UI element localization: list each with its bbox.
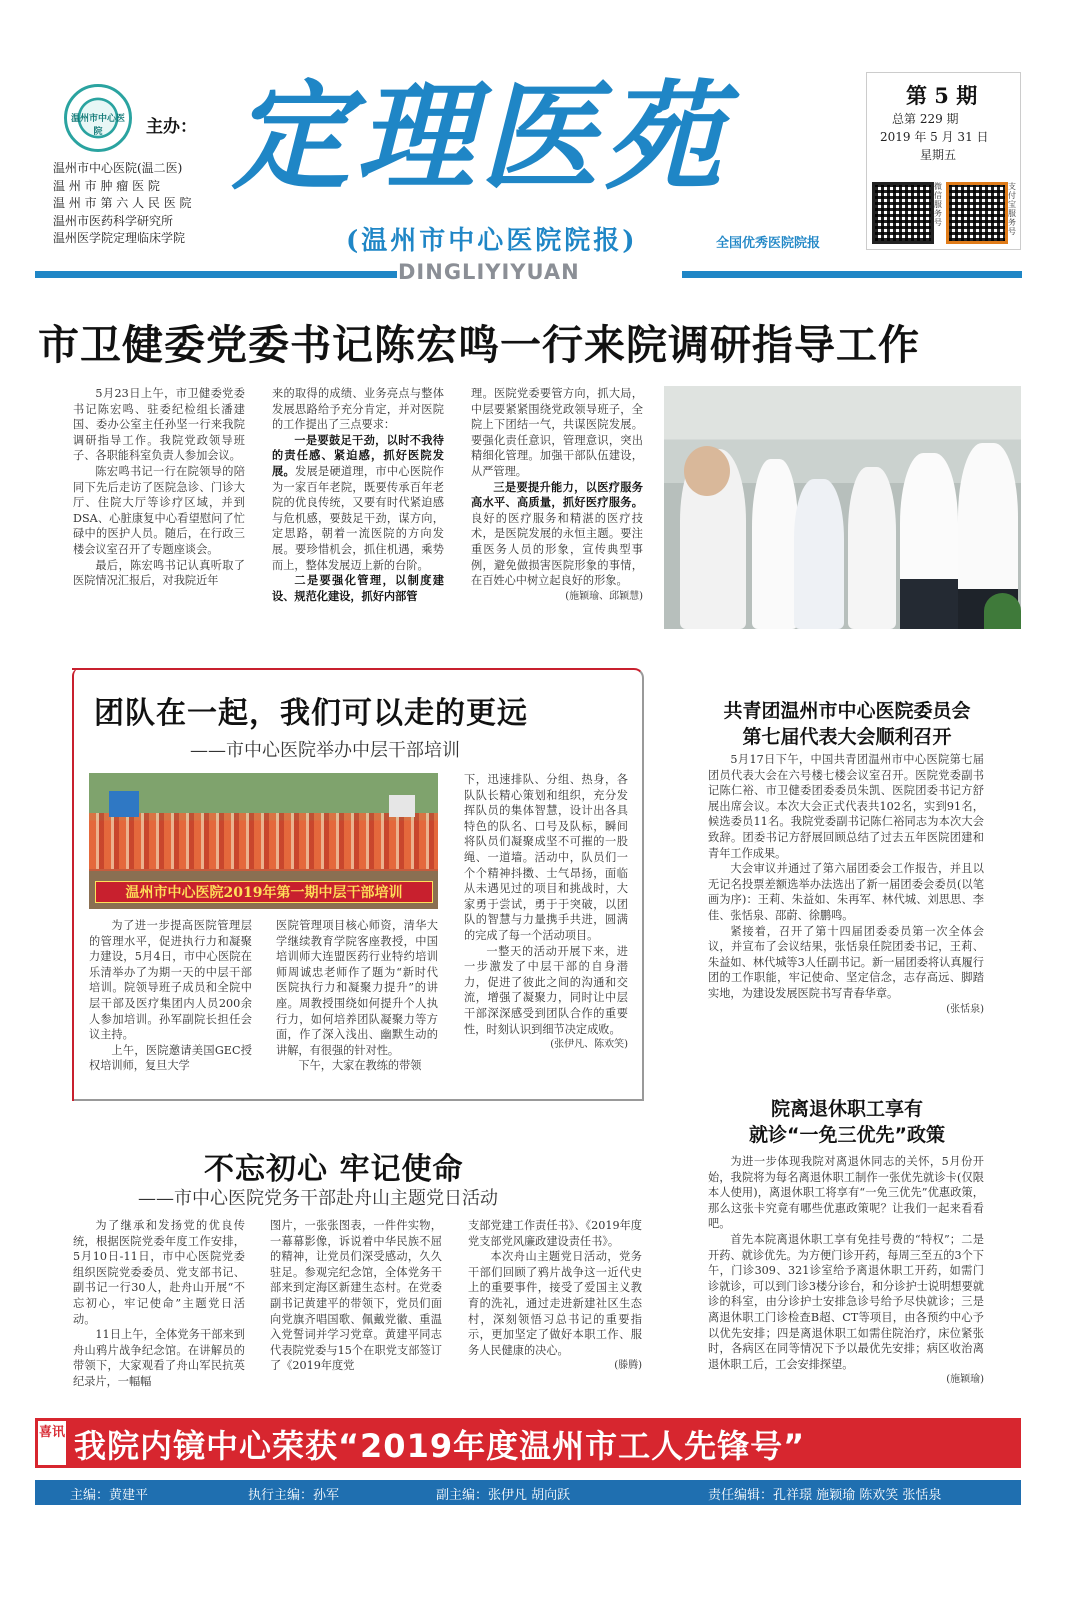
retiree-body: 为进一步体现我院对离退休同志的关怀，5月份开始，我院将为每名离退休职工制作一张优先就诊卡(仅限本人使用)，离退休职工将享有“一免三优先”优惠政策，那么这张卡究竟有哪些优惠政策呢？让我们一起来看看吧。 首先本院离退休职工享有免挂号费的“特权”；二是开药、就诊优先。为方便门诊开药，每周三至五的3个下午，门诊309、321诊室给予离退休职工开药，如需门诊就诊，可以到门诊3楼分诊台，和分诊护士说明想要就诊的科室，由分诊护士安排急诊号给予尽快就诊；三是离退休职工门诊检查B超、CT等项目，由各预约中心予以优先安排；四是离退休职工如需住院治疗，床位紧张时，各病区在同等情况下予以最优先安排；病区收治离退休职工后，工会安排探望。 (施颖瑜) — [708, 1154, 984, 1388]
retiree-title-line1: 院离退休职工享有 — [770, 1098, 923, 1120]
youth-title-line2: 第七届代表大会顺利召开 — [742, 726, 952, 748]
qr-code-icon — [872, 182, 934, 244]
party-column-1: 为了继承和发扬党的优良传统，根据医院党委年度工作安排，5月10日-11日，市中心医院党委组织医院党委委员、党支部书记、副书记一行30人，赴舟山开展“不忘初心，牢记使命”主题党日活动。 11日上午，全体党务干部来到舟山鸦片战争纪念馆。在讲解员的带领下，大家观看了舟山军民抗英纪录片，一幅幅 — [73, 1219, 245, 1388]
lead-column-3: 理。医院党委要管方向，抓大局，中层要紧紧围绕党政领导班子，全院上下团结一气，共谋医院发展。要强化责任意识，管理意识，突出精细化管理。加强干部队伍建设，从严管理。 三是要提升能力，以医疗服务高水平、高质量，抓好医疗服务。良好的医疗服务和精湛的医疗技术，是医院发展的永恒主题。要注重医务人员的形象，宣传典型事例，避免做损害医院形象的事情，在百姓心中树立起良好的形象。 (施颖瑜、邱颖慧) — [471, 386, 643, 604]
footer-chief-editor: 主编：黄建平 — [70, 1488, 149, 1503]
team-column-2: 医院管理项目核心师资，清华大学继续教育学院客座教授，中国培训师大连盟医药行业特约培训师周诚忠老师作了题为“新时代医院执行力和凝聚力提升”的讲座。周教授围绕如何提升个人执行力，如何培养团队凝聚力等方面，作了深入浅出、幽默生动的讲解，有很强的针对性。 下午，大家在教练的带领 — [276, 919, 438, 1073]
qr-caption: 微信服务号 — [934, 182, 942, 227]
youth-body: 5月17日下午，中国共青团温州市中心医院第七届团员代表大会在六号楼七楼会议室召开。医院党委副书记陈仁裕、市卫健委团委委员朱凯、医院团委书记方舒展出席会议。本次大会正式代表共102名，实到91名，候选委员11名。我院党委副书记陈仁裕同志为本次大会致辞。团委书记方舒展回顾总结了过去五年医院团建和青年工作成果。 大会审议并通过了第六届团委会工作报告，并且以无记名投票差额选举办法选出了新一届团委会委员(以笔画为序)：王莉、朱益如、朱再军、林代城、刘思思、李佳、张恬泉、邵蔚、徐鹏鸣。 紧接着，召开了第十四届团委委员第一次全体会议，并宣布了会议结果，张恬泉任院团委书记，王莉、朱益如、林代城等3人任副书记。新一届团委将认真履行团的工作职能，牢记使命、坚定信念，志存高远、脚踏实地，为建设发展医院书写青春华章。 (张恬泉) — [708, 752, 984, 1017]
training-banner: 温州市中心医院2019年第一期中层干部培训 — [95, 881, 433, 903]
qr-caption: 支付宝服务号 — [1008, 182, 1016, 236]
party-subtitle: ——市中心医院党务干部赴舟山主题党日活动 — [138, 1188, 498, 1209]
party-column-2: 图片，一张张图表，一件件实物，一幕幕影像，诉说着中华民族不屈的精神，让党员们深受感动，久久驻足。参观完纪念馆，全体党务干部来到定海区新建生态村。在党委副书记黄建平的带领下，党员们面向党旗齐唱国歌、佩戴党徽、重温入党誓词并学习党章。黄建平同志代表院党委与15个在职党支部签订了《2019年度党 — [270, 1219, 442, 1373]
qr-code-icon — [946, 182, 1008, 244]
sponsor-label: 主办： — [146, 117, 197, 137]
lead-byline: (施颖瑜、邱颖慧) — [565, 590, 643, 602]
divider-right — [682, 271, 1022, 278]
lead-headline: 市卫健委党委书记陈宏鸣一行来院调研指导工作 — [38, 321, 920, 369]
lead-photo — [664, 386, 1021, 629]
team-subtitle: ——市中心医院举办中层干部培训 — [190, 740, 460, 761]
sponsor-item: 温州市医药科学研究所 — [53, 213, 174, 228]
youth-title-line1: 共青团温州市中心医院委员会 — [723, 700, 971, 722]
footer-deputy-editors: 副主编：张伊凡 胡向跃 — [436, 1488, 571, 1503]
team-photo — [89, 773, 438, 909]
pinyin-title: DINGLIYIYUAN — [398, 260, 580, 284]
newspaper-subtitle: (温州市中心医院院报) — [346, 226, 638, 256]
team-column-1: 为了进一步提高医院管理层的管理水平，促进执行力和凝聚力建设，5月4日，市中心医院在乐清举办了为期一天的中层干部培训。院领导班子成员和全院中层干部及医疗集团内人员200余人参加培训。孙军副院长担任会议主持。 上午，医院邀请美国GEC授权培训师，复旦大学 — [89, 919, 252, 1073]
retiree-byline: (施颖瑜) — [946, 1374, 984, 1386]
sponsor-item: 温 州 市 肿 瘤 医 院 — [53, 178, 160, 193]
issue-number: 第 5 期 — [906, 83, 978, 108]
party-byline: (滕腾) — [614, 1360, 642, 1372]
good-news-tag: 喜讯 — [38, 1421, 66, 1465]
retiree-title-line2: 就诊“一免三优先”政策 — [749, 1124, 945, 1146]
newspaper-title: 定理医苑 — [232, 67, 729, 206]
sponsor-item: 温州市中心医院(温二医) — [53, 161, 183, 175]
sponsor-item: 温 州 市 第 六 人 民 医 院 — [53, 196, 192, 210]
issue-weekday: 星期五 — [920, 148, 957, 162]
hospital-logo: 温州市中心医院 — [64, 84, 132, 152]
team-title: 团队在一起，我们可以走的更远 — [94, 696, 528, 731]
youth-byline: (张恬泉) — [946, 1003, 984, 1015]
lead-column-1: 5月23日上午，市卫健委党委书记陈宏鸣、驻委纪检组长潘建国、委办公室主任孙坚一行来我院调研指导工作。我院党政领导班子、各职能科室负责人参加会议。 陈宏鸣书记一行在院领导的陪同下先后走访了医院急诊、门诊大厅、住院大厅等诊疗区域，并到DSA、心脏康复中心看望慰问了忙碌中的医护人员。随后，在行政三楼会议室召开了专题座谈会。 最后，陈宏鸣书记认真听取了医院情况汇报后，对我院近年 — [73, 387, 245, 588]
sponsor-list — [53, 160, 192, 248]
party-column-3: 支部党建工作责任书》、《2019年度党支部党风廉政建设责任书》。 本次舟山主题党日活动，党务干部们回顾了鸦片战争这一近代史上的重要事件，接受了爱国主义教育的洗礼，通过走进新建社区生态村，深刻领悟习总书记的重要指示，更加坚定了做好本职工作、服务人民健康的决心。 (滕腾) — [468, 1218, 642, 1374]
footer-executive-editor: 执行主编：孙军 — [248, 1488, 340, 1503]
team-column-3: 下，迅速排队、分组、热身，各队队长精心策划和组织，充分发挥队员的集体智慧，设计出各具特色的队名、口号及队标，瞬间将队员们凝聚成坚不可摧的一股绳、一道墙。活动中，队员们一个个精神抖擞、士气昂扬，面临从未遇见过的项目和挑战时，大家勇于尝试，勇于于突破，以团队的智慧与力量携手共进，圆满的完成了每一个活动项目。 一整天的活动开展下来，进一步激发了中层干部的自身潜力，促进了彼此之间的沟通和交流，增强了凝聚力，同时让中层干部深深感受到团队合作的重要性，时刻认识到细节决定成败。 (张伊凡、陈欢笑) — [464, 772, 628, 1053]
issue-total: 总第 229 期 — [892, 112, 959, 126]
sponsor-item: 温州医学院定理临床学院 — [53, 231, 186, 245]
footer-responsible-editors: 责任编辑：孔祥璟 施颖瑜 陈欢笑 张恬泉 — [708, 1488, 942, 1503]
divider-left — [35, 271, 397, 278]
award-text: 我院内镜中心荣获“2019年度温州市工人先锋号” — [74, 1427, 806, 1465]
team-frame-accent — [72, 668, 80, 1101]
issue-date: 2019 年 5 月 31 日 — [880, 130, 989, 144]
lead-column-2: 来的取得的成绩、业务亮点与整体发展思路给予充分肯定，并对医院的工作提出了三点要求： 一是要鼓足干劲，以时不我待的责任感、紧迫感，抓好医院发展。发展是硬道理，市中心医院作为一家百年老院，既要传承百年老院的优良传统，又要有时代紧迫感与危机感，要鼓足干劲，谋方向，定思路，朝着一流医院的方向发展。要珍惜机会，抓住机遇，乘势而上，整体发展迈上新的台阶。 二是要强化管理，以制度建设、规范化建设，抓好内部管 — [272, 387, 444, 603]
team-byline: (张伊凡、陈欢笑) — [550, 1039, 628, 1051]
honor-label: 全国优秀医院院报 — [716, 236, 821, 251]
party-title: 不忘初心 牢记使命 — [204, 1152, 464, 1187]
